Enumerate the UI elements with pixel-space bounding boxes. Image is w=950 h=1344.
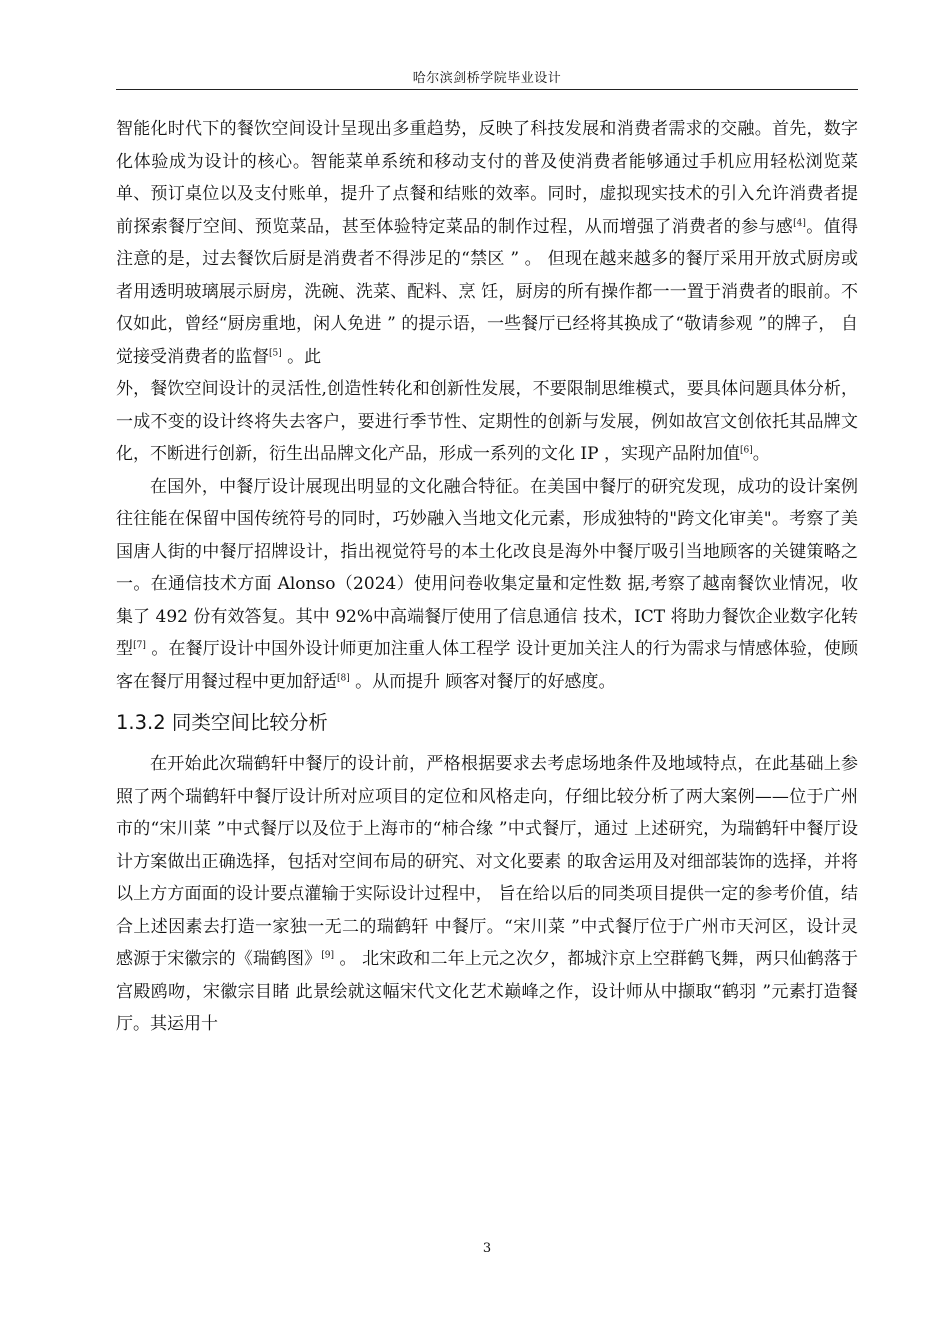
citation-7: [7] <box>133 640 146 651</box>
section-heading: 1.3.2 同类空间比较分析 <box>116 711 328 734</box>
header-rule <box>116 89 858 90</box>
paragraph-case-comparison <box>116 748 858 1041</box>
citation-6: [6] <box>739 445 753 456</box>
running-header: 哈尔滨剑桥学院毕业设计 <box>412 71 562 86</box>
citation-4: [4] <box>793 217 806 228</box>
text-run: 在国外，中餐厅设计展现出明显的文化融合特征。在美国中餐厅的研究发现，成功的设计案例往往能在保留中国传统符号的同时，巧妙融入当地文化元素，形成独特的"跨文化审美"。考察了美国唐人街的中餐厅招牌设计，指出视觉符号的本土化改良是海外中餐厅吸引当地顾客的关键策略之一。在通信技术方面 Alonso（2024）使用问卷收集定量和定性数 据,考察了越南餐饮业情况，收集了 492 份有效答复。其中 92%中高端餐厅使用了信息通信 技术，ICT 将助力餐饮企业数字化转型 <box>116 476 858 659</box>
paragraph-overseas-design <box>116 471 858 699</box>
text-run: 。 北宋政和二年上元之次夕，都城汴京上空群鹤飞舞，两只仙鹤落于宫殿鸥吻，宋徽宗目睹 此景绘就这幅宋代文化艺术巅峰之作，设计师从中撷取“鹤羽 ”元素打造餐厅。其运用十 <box>116 949 859 1034</box>
citation-9: [9] <box>321 950 334 961</box>
page-number: 3 <box>482 1241 492 1256</box>
text-run: 。值得注意的是，过去餐饮后厨是消费者不得涉足的“禁区 ” 。 但现在越来越多的餐厅采用开放式厨房或者用透明玻璃展示厨房，洗碗、洗菜、配料、烹 饪，厨房的所有操作都一一置于消费者的眼前。不仅如此，曾经“厨房重地，闲人免进 ” 的提示语，一些餐厅已经将其换成了“敬请参观 ”的牌子， 自觉接受消费者的监督 <box>116 216 859 367</box>
text-run: 。在餐厅设计中国外设计师更加注重人体工程学 设计更加关注人的行为需求与情感体验，使顾客在餐厅用餐过程中更加舒适 <box>116 639 858 692</box>
page-body <box>116 113 858 1041</box>
text-run: 在开始此次瑞鹤轩中餐厅的设计前，严格根据要求去考虑场地条件及地域特点，在此基础上参照了两个瑞鹤轩中餐厅设计所对应项目的定位和风格走向，仔细比较分析了两大案例——位于广州市的“宋川菜 ”中式餐厅以及位于上海市的“柿合缘 ”中式餐厅，通过 上述研究，为瑞鹤轩中餐厅设计方案做出正确选择，包括对空间布局的研究、对文化要素 的取舍运用及对细部装饰的选择，并将以上方方面面的设计要点灌输于实际设计过程中， 旨在给以后的同类项目提供一定的参考价值，结合上述因素去打造一家独一无二的瑞鹤轩 中餐厅。“宋川菜 ”中式餐厅位于广州市天河区，设计灵感源于宋徽宗的《瑞鹤图》 <box>116 754 858 969</box>
citation-8: [8] <box>337 672 350 683</box>
citation-5: [5] <box>269 347 282 358</box>
paragraph-smart-dining-trends <box>116 113 858 373</box>
text-run: 。 <box>752 444 770 464</box>
text-run: 外，餐饮空间设计的灵活性,创造性转化和创新性发展，不要限制思维模式，要具体问题具体分析，一成不变的设计终将失去客户，要进行季节性、定期性的创新与发展，例如故宫文创依托其品牌文化，不断进行创新，衍生出品牌文化产品，形成一系列的文化 IP ，实现产品附加值 <box>116 379 858 464</box>
text-run: 智能化时代下的餐饮空间设计呈现出多重趋势，反映了科技发展和消费者需求的交融。首先，数字化体验成为设计的核心。智能菜单系统和移动支付的普及使消费者能够通过手机应用轻松浏览菜单、预订桌位以及支付账单，提升了点餐和结账的效率。同时，虚拟现实技术的引入允许消费者提前探索餐厅空间、预览菜品，甚至体验特定菜品的制作过程，从而增强了消费者的参与感 <box>116 119 858 237</box>
text-run: 。从而提升 顾客对餐厅的好感度。 <box>349 671 616 692</box>
paragraph-flexibility <box>116 373 858 471</box>
text-run: 。此 <box>281 346 322 367</box>
